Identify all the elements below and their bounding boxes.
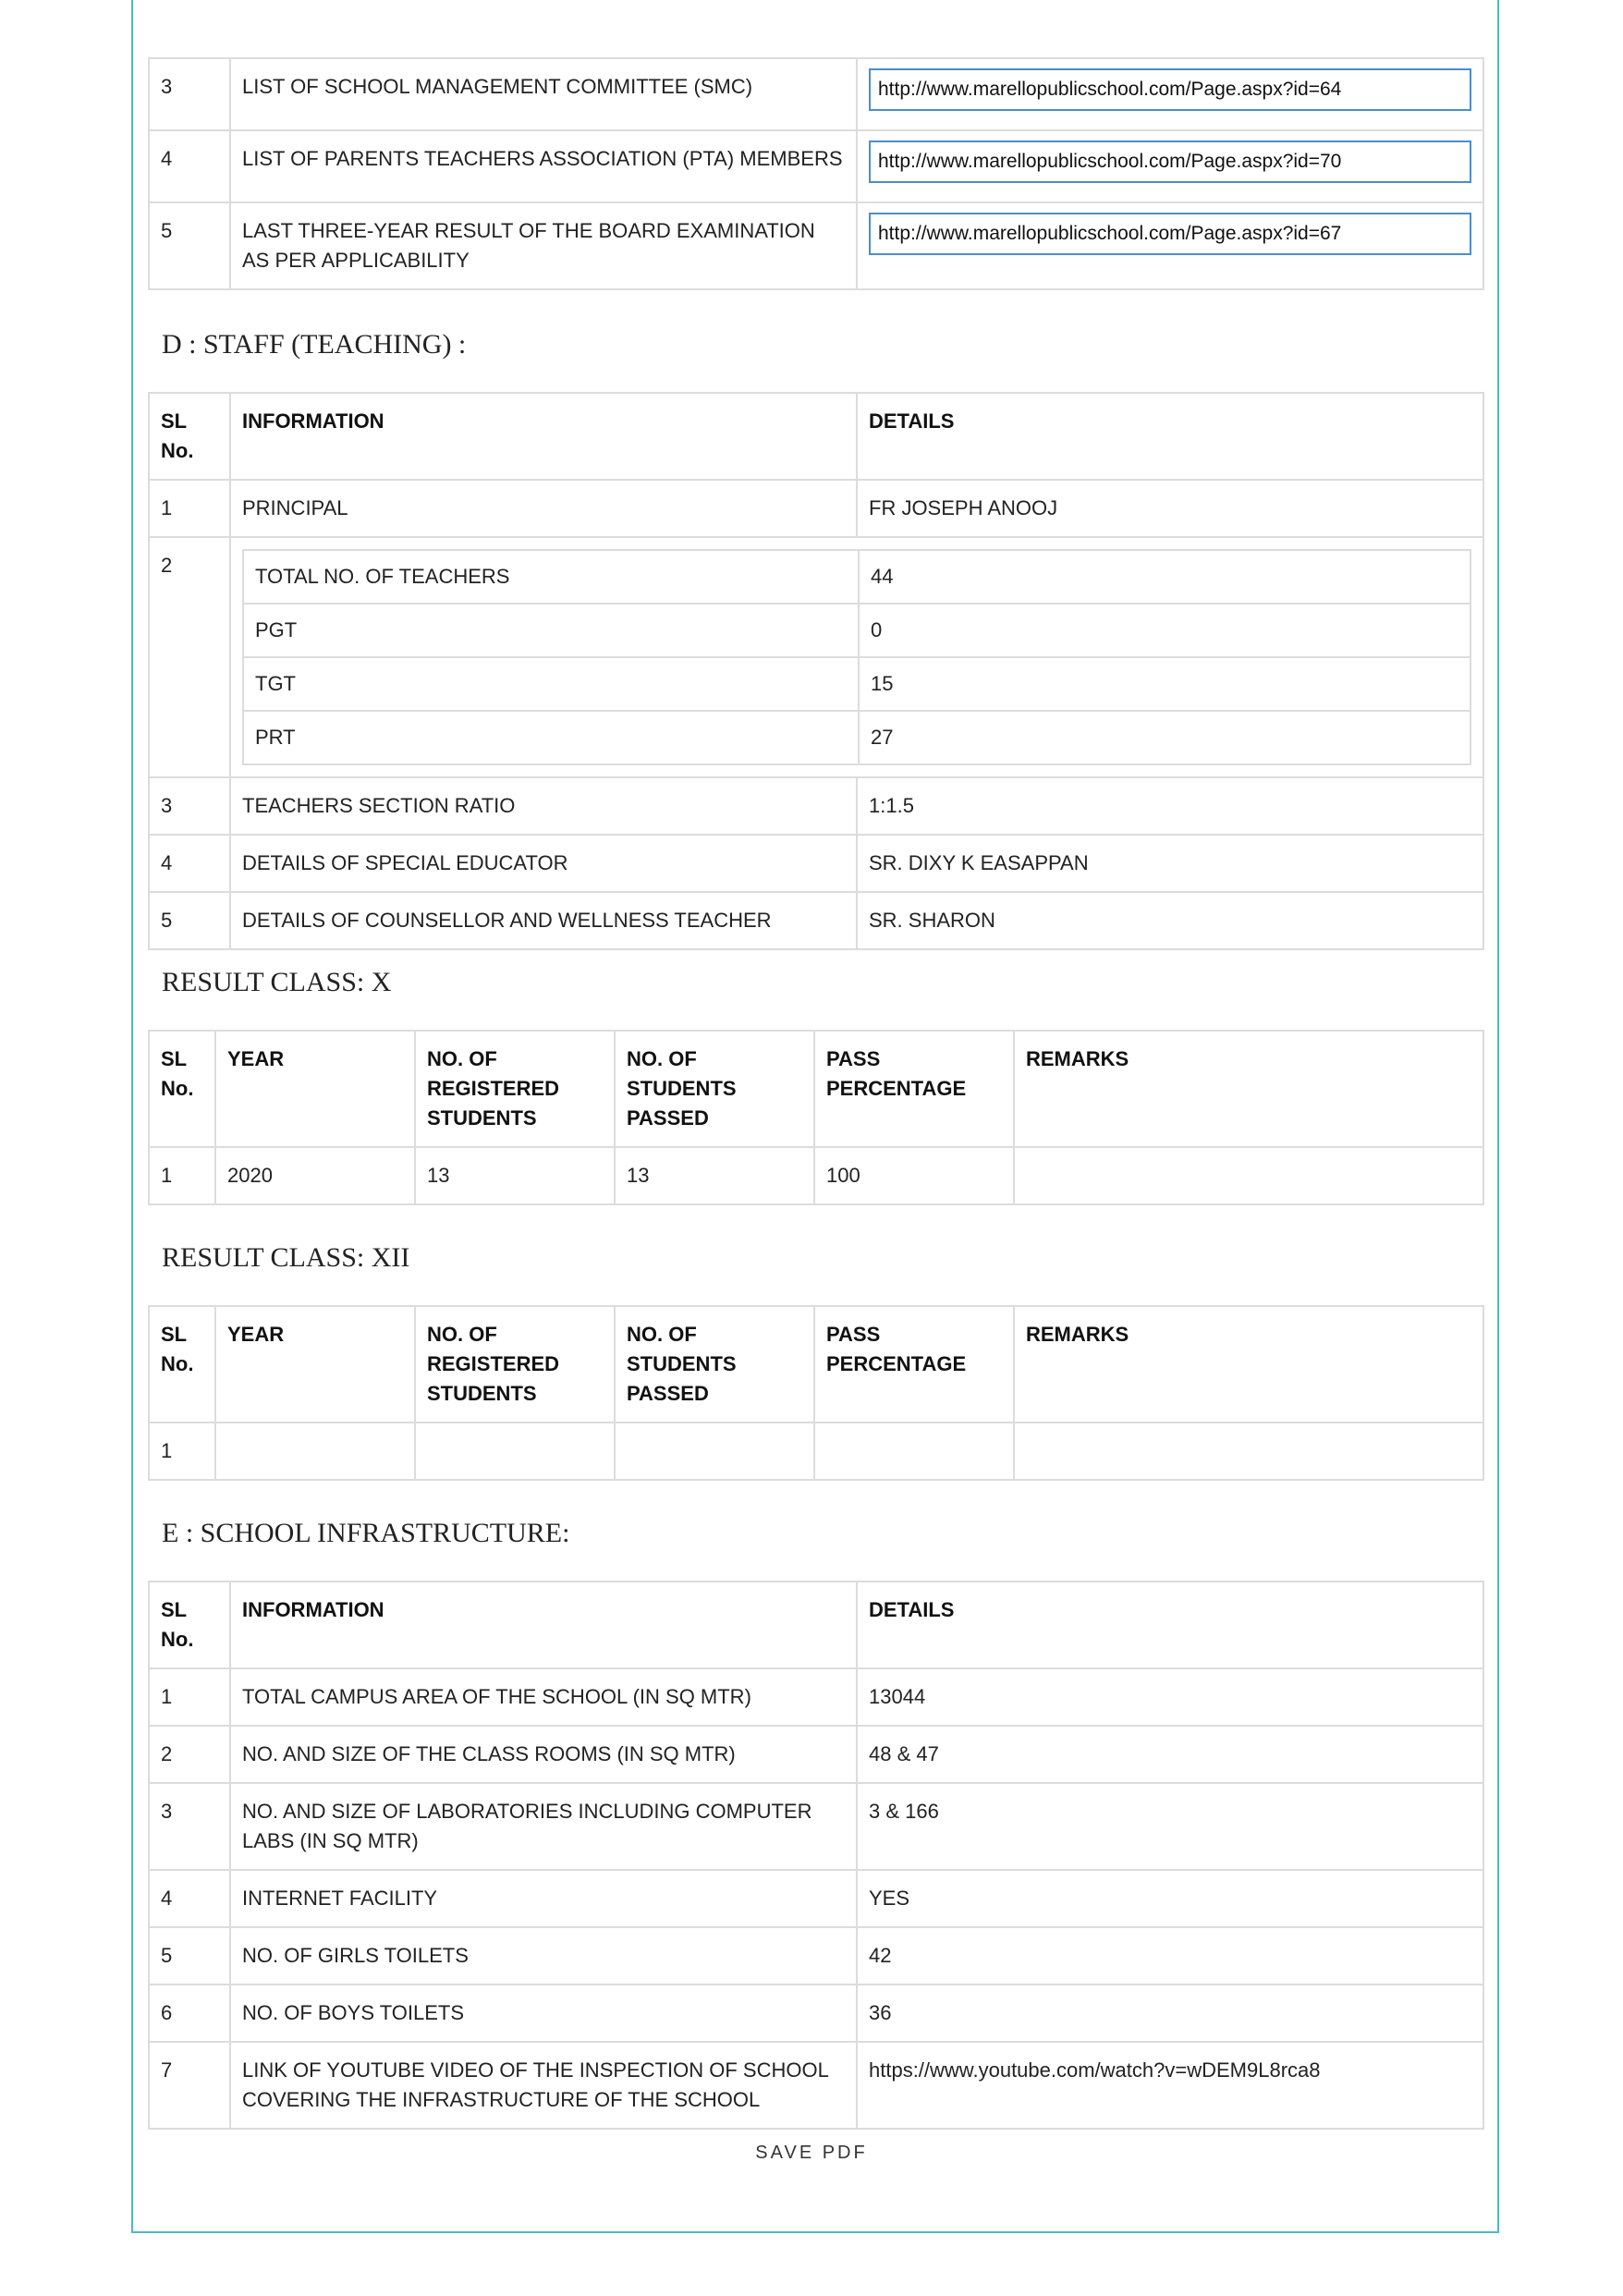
smc-link[interactable]: http://www.marellopublicschool.com/Page.aspx?id=64 xyxy=(869,68,1471,111)
registered-header: NO. OF REGISTERED STUDENTS xyxy=(415,1031,615,1147)
details-cell: YES xyxy=(857,1870,1483,1927)
registered-header: NO. OF REGISTERED STUDENTS xyxy=(415,1306,615,1423)
label-cell: TOTAL NO. OF TEACHERS xyxy=(243,550,859,604)
result-x-table xyxy=(148,1030,1484,1205)
table-row xyxy=(243,711,1470,764)
info-cell: TOTAL CAMPUS AREA OF THE SCHOOL (IN SQ MTR) xyxy=(230,1668,857,1726)
details-cell: 3 & 166 xyxy=(857,1783,1483,1870)
table-row xyxy=(149,1870,1483,1927)
sl-cell: 4 xyxy=(149,1870,230,1927)
sl-cell: 1 xyxy=(149,480,230,537)
info-cell: NO. AND SIZE OF LABORATORIES INCLUDING COMPUTER LABS (IN SQ MTR) xyxy=(230,1783,857,1870)
table-row xyxy=(149,1726,1483,1783)
details-cell: SR. DIXY K EASAPPAN xyxy=(857,835,1483,892)
link-cell xyxy=(857,58,1483,130)
sl-header: SL No. xyxy=(149,1582,230,1668)
info-cell: LINK OF YOUTUBE VIDEO OF THE INSPECTION OF SCHOOL COVERING THE INFRASTRUCTURE OF THE SCHOOL xyxy=(230,2042,857,2129)
save-pdf-button[interactable]: SAVE PDF xyxy=(755,2143,868,2163)
info-cell: INTERNET FACILITY xyxy=(230,1870,857,1927)
year-header: YEAR xyxy=(215,1031,415,1147)
table-row xyxy=(149,1668,1483,1726)
table-row xyxy=(149,1985,1483,2042)
table-row xyxy=(149,2042,1483,2129)
percentage-header: PASS PERCENTAGE xyxy=(814,1306,1014,1423)
percentage-cell: 100 xyxy=(814,1147,1014,1204)
passed-header: NO. OF STUDENTS PASSED xyxy=(615,1031,814,1147)
teachers-breakdown-cell xyxy=(230,537,1483,777)
details-header: DETAILS xyxy=(857,1582,1483,1668)
table-row xyxy=(149,1783,1483,1870)
table-row xyxy=(149,777,1483,835)
info-cell: PRINCIPAL xyxy=(230,480,857,537)
value-cell: 44 xyxy=(859,550,1470,604)
sl-cell: 4 xyxy=(149,130,230,202)
details-cell: 36 xyxy=(857,1985,1483,2042)
table-header-row xyxy=(149,1582,1483,1668)
section-c-table xyxy=(148,57,1484,290)
principal-name: FR JOSEPH ANOOJ xyxy=(857,480,1483,537)
sl-header: SL No. xyxy=(149,1306,215,1423)
info-cell: DETAILS OF COUNSELLOR AND WELLNESS TEACHER xyxy=(230,892,857,949)
table-row xyxy=(149,892,1483,949)
remarks-header: REMARKS xyxy=(1014,1031,1483,1147)
sl-header: SL No. xyxy=(149,393,230,480)
table-row xyxy=(149,1927,1483,1985)
table-row xyxy=(149,58,1483,130)
details-cell: 48 & 47 xyxy=(857,1726,1483,1783)
sl-cell: 1 xyxy=(149,1668,230,1726)
table-header-row xyxy=(149,1031,1483,1147)
details-header: DETAILS xyxy=(857,393,1483,480)
board-result-link[interactable]: http://www.marellopublicschool.com/Page.aspx?id=67 xyxy=(869,213,1471,255)
sl-cell: 1 xyxy=(149,1147,215,1204)
label-cell: PRT xyxy=(243,711,859,764)
registered-cell xyxy=(415,1423,615,1480)
table-row xyxy=(243,550,1470,604)
remarks-header: REMARKS xyxy=(1014,1306,1483,1423)
value-cell: 0 xyxy=(859,604,1470,657)
table-row xyxy=(149,130,1483,202)
info-cell: DETAILS OF SPECIAL EDUCATOR xyxy=(230,835,857,892)
sl-cell: 5 xyxy=(149,1927,230,1985)
link-cell xyxy=(857,202,1483,289)
percentage-cell xyxy=(814,1423,1014,1480)
pta-link[interactable]: http://www.marellopublicschool.com/Page.aspx?id=70 xyxy=(869,140,1471,183)
info-cell: NO. AND SIZE OF THE CLASS ROOMS (IN SQ MTR) xyxy=(230,1726,857,1783)
info-cell: LAST THREE-YEAR RESULT OF THE BOARD EXAMINATION AS PER APPLICABILITY xyxy=(230,202,857,289)
table-row xyxy=(149,1147,1483,1204)
sl-cell: 7 xyxy=(149,2042,230,2129)
result-xii-heading: RESULT CLASS: XII xyxy=(162,1242,410,1273)
infrastructure-table xyxy=(148,1581,1484,2130)
sl-cell: 2 xyxy=(149,537,230,777)
remarks-cell xyxy=(1014,1147,1483,1204)
table-row xyxy=(243,604,1470,657)
sl-cell: 2 xyxy=(149,1726,230,1783)
label-cell: TGT xyxy=(243,657,859,711)
teachers-breakdown-table xyxy=(242,549,1471,765)
info-cell: NO. OF BOYS TOILETS xyxy=(230,1985,857,2042)
table-row xyxy=(149,537,1483,777)
year-cell xyxy=(215,1423,415,1480)
passed-cell: 13 xyxy=(615,1147,814,1204)
value-cell: 15 xyxy=(859,657,1470,711)
youtube-link[interactable]: https://www.youtube.com/watch?v=wDEM9L8rca8 xyxy=(857,2042,1483,2129)
details-cell: 13044 xyxy=(857,1668,1483,1726)
registered-cell: 13 xyxy=(415,1147,615,1204)
sl-cell: 6 xyxy=(149,1985,230,2042)
info-cell: LIST OF PARENTS TEACHERS ASSOCIATION (PTA) MEMBERS xyxy=(230,130,857,202)
information-header: INFORMATION xyxy=(230,1582,857,1668)
table-row xyxy=(149,835,1483,892)
passed-header: NO. OF STUDENTS PASSED xyxy=(615,1306,814,1423)
table-row xyxy=(149,202,1483,289)
value-cell: 27 xyxy=(859,711,1470,764)
table-row xyxy=(149,480,1483,537)
table-row xyxy=(243,657,1470,711)
sl-header: SL No. xyxy=(149,1031,215,1147)
details-cell: 42 xyxy=(857,1927,1483,1985)
link-cell xyxy=(857,130,1483,202)
year-header: YEAR xyxy=(215,1306,415,1423)
section-e-heading: E : SCHOOL INFRASTRUCTURE: xyxy=(162,1518,570,1548)
remarks-cell xyxy=(1014,1423,1483,1480)
result-xii-table xyxy=(148,1305,1484,1481)
year-cell: 2020 xyxy=(215,1147,415,1204)
table-header-row xyxy=(149,393,1483,480)
sl-cell: 1 xyxy=(149,1423,215,1480)
sl-cell: 4 xyxy=(149,835,230,892)
staff-table xyxy=(148,392,1484,950)
information-header: INFORMATION xyxy=(230,393,857,480)
info-cell: TEACHERS SECTION RATIO xyxy=(230,777,857,835)
table-row xyxy=(149,1423,1483,1480)
sl-cell: 3 xyxy=(149,58,230,130)
details-cell: SR. SHARON xyxy=(857,892,1483,949)
info-cell: NO. OF GIRLS TOILETS xyxy=(230,1927,857,1985)
details-cell: 1:1.5 xyxy=(857,777,1483,835)
sl-cell: 5 xyxy=(149,202,230,289)
sl-cell: 3 xyxy=(149,777,230,835)
label-cell: PGT xyxy=(243,604,859,657)
percentage-header: PASS PERCENTAGE xyxy=(814,1031,1014,1147)
passed-cell xyxy=(615,1423,814,1480)
result-x-heading: RESULT CLASS: X xyxy=(162,967,392,997)
table-header-row xyxy=(149,1306,1483,1423)
sl-cell: 5 xyxy=(149,892,230,949)
sl-cell: 3 xyxy=(149,1783,230,1870)
info-cell: LIST OF SCHOOL MANAGEMENT COMMITTEE (SMC) xyxy=(230,58,857,130)
section-d-heading: D : STAFF (TEACHING) : xyxy=(162,329,467,360)
